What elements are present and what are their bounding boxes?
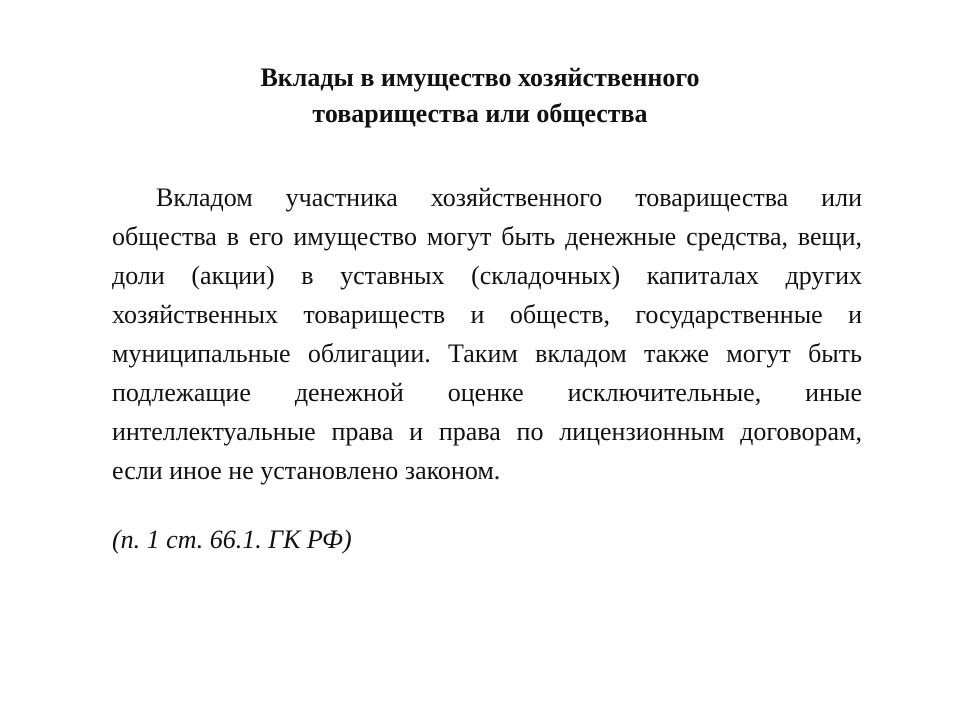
slide-title <box>0 60 960 132</box>
slide-title-line-1: Вклады в имущество хозяйственного <box>260 63 700 92</box>
slide-title-line-2: товарищества или общества <box>312 99 648 128</box>
body-paragraph: Вкладом участника хозяйственного товарищества или общества в его имущество могут быть денежные средства, вещи, доли (акции) в уставных (складочных) капиталах других хозяйственных товариществ и обществ, государственные и муниципальные облигации. Таким вкладом также могут быть подлежащие денежной оценке исключительные, иные интеллектуальные права и права по лицензионным договорам, если иное не установлено законом. <box>112 183 862 485</box>
legal-citation: (п. 1 ст. 66.1. ГК РФ) <box>112 525 352 554</box>
